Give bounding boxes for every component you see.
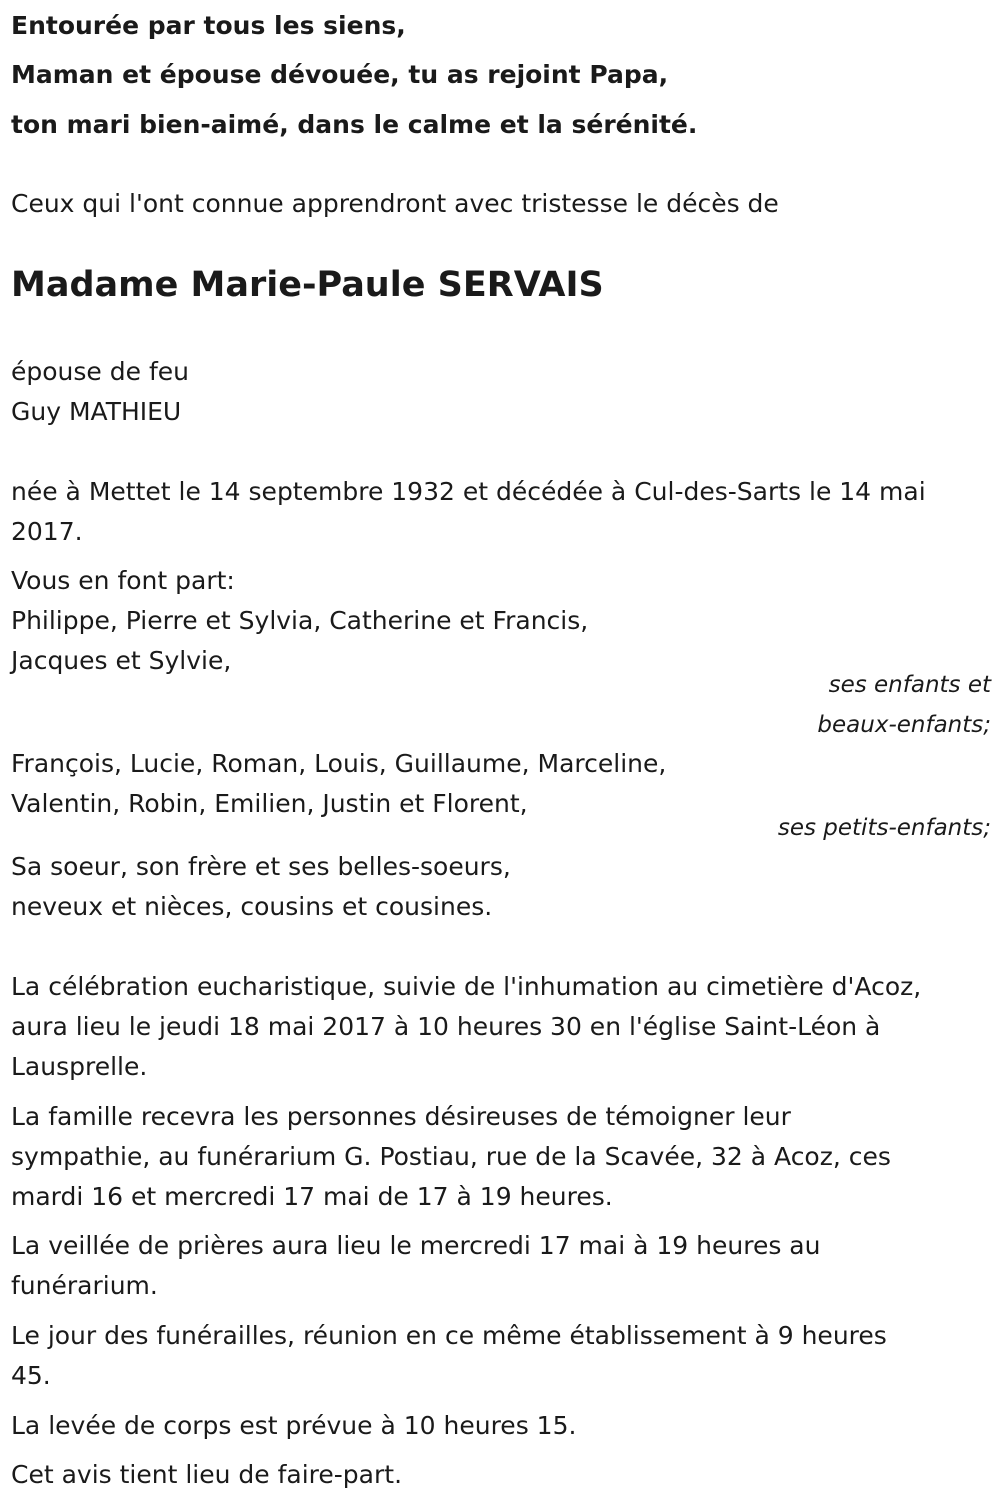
visitation-line-1: La famille recevra les personnes désireuses de témoigner leur	[11, 1102, 791, 1131]
birth-line-2: 2017.	[11, 517, 83, 546]
children-line-2: Jacques et Sylvie,	[11, 646, 232, 675]
children-line-1: Philippe, Pierre et Sylvia, Catherine et Francis,	[11, 606, 589, 635]
intro-line-3: ton mari bien-aimé, dans le calme et la sérénité.	[11, 110, 698, 139]
spouse-line-1: épouse de feu	[11, 357, 189, 386]
celebration-line-2: aura lieu le jeudi 18 mai 2017 à 10 heures 30 en l'église Saint-Léon à	[11, 1012, 881, 1041]
grandchildren-line-2: Valentin, Robin, Emilien, Justin et Florent,	[11, 789, 528, 818]
intro-line-2: Maman et épouse dévouée, tu as rejoint Papa,	[11, 60, 669, 89]
meeting-line-2: 45.	[11, 1361, 51, 1390]
grandchildren-label: ses petits-enfants;	[777, 815, 991, 841]
celebration-line-3: Lausprelle.	[11, 1052, 148, 1081]
children-label-2: beaux-enfants;	[817, 712, 991, 738]
vigil-line-2: funérarium.	[11, 1271, 158, 1300]
spouse-line-2: Guy MATHIEU	[11, 397, 182, 426]
vigil-line-1: La veillée de prières aura lieu le mercredi 17 mai à 19 heures au	[11, 1231, 821, 1260]
grandchildren-line-1: François, Lucie, Roman, Louis, Guillaume, Marceline,	[11, 749, 667, 778]
closing-note: Cet avis tient lieu de faire-part.	[11, 1460, 403, 1489]
deceased-name: Madame Marie-Paule SERVAIS	[11, 265, 604, 305]
meeting-line-1: Le jour des funérailles, réunion en ce même établissement à 9 heures	[11, 1321, 887, 1350]
relatives-line-2: neveux et nièces, cousins et cousines.	[11, 892, 493, 921]
body-removal: La levée de corps est prévue à 10 heures 15.	[11, 1411, 577, 1440]
visitation-line-3: mardi 16 et mercredi 17 mai de 17 à 19 heures.	[11, 1182, 613, 1211]
visitation-line-2: sympathie, au funérarium G. Postiau, rue de la Scavée, 32 à Acoz, ces	[11, 1142, 891, 1171]
children-label-1: ses enfants et	[828, 672, 991, 698]
family-intro: Vous en font part:	[11, 566, 235, 595]
intro-line-1: Entourée par tous les siens,	[11, 11, 406, 40]
birth-line-1: née à Mettet le 14 septembre 1932 et décédée à Cul-des-Sarts le 14 mai	[11, 477, 926, 506]
celebration-line-1: La célébration eucharistique, suivie de l'inhumation au cimetière d'Acoz,	[11, 972, 922, 1001]
announcement: Ceux qui l'ont connue apprendront avec tristesse le décès de	[11, 189, 779, 218]
relatives-line-1: Sa soeur, son frère et ses belles-soeurs,	[11, 852, 511, 881]
